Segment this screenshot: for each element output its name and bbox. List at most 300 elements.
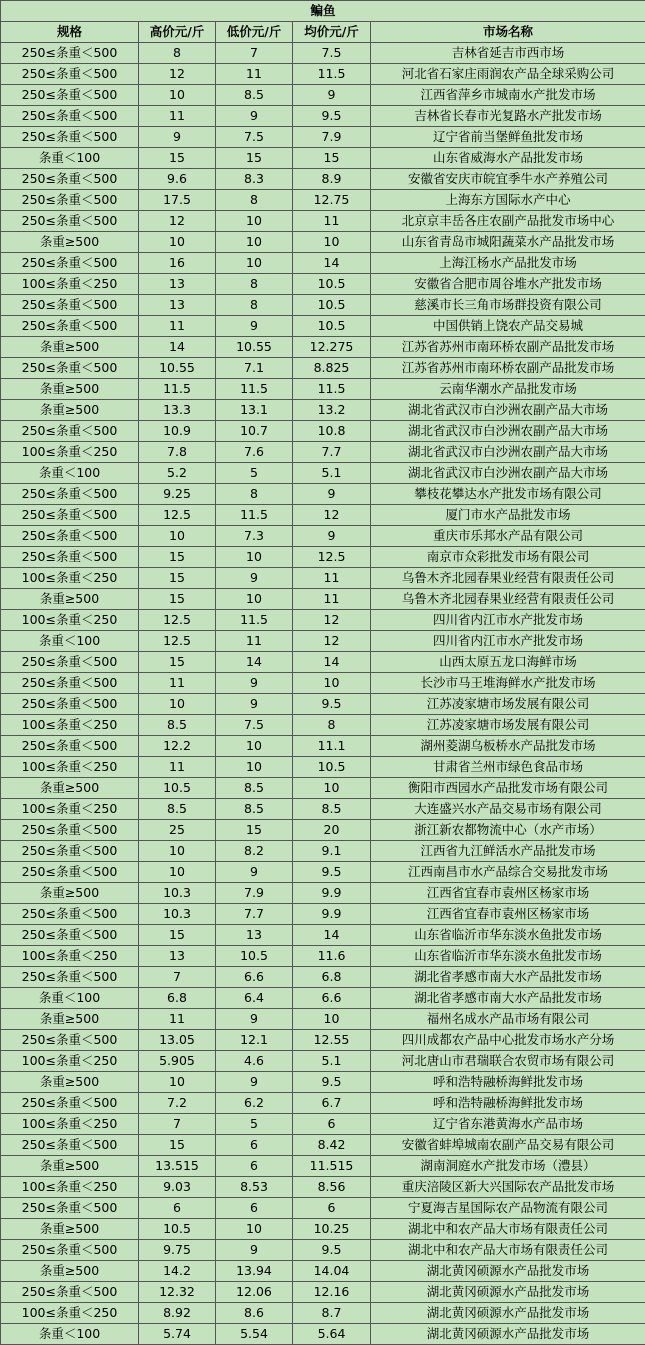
cell-low-price: 11.5 [216,610,293,631]
cell-high-price: 8.92 [139,1303,216,1324]
cell-market-name: 四川成都农产品中心批发市场水产分场 [371,1030,645,1051]
cell-spec: 100≤条重＜250 [1,610,139,631]
cell-low-price: 10 [216,757,293,778]
cell-market-name: 辽宁省东港黄海水产品市场 [371,1114,645,1135]
cell-market-name: 衡阳市西园水产品批发市场有限公司 [371,778,645,799]
cell-market-name: 湖北中和农产品大市场有限责任公司 [371,1219,645,1240]
cell-high-price: 9.25 [139,484,216,505]
cell-low-price: 8.5 [216,85,293,106]
cell-market-name: 吉林省延吉市西市场 [371,43,645,64]
cell-avg-price: 9.5 [293,106,371,127]
header-row [1,22,645,43]
cell-avg-price: 11.6 [293,946,371,967]
cell-low-price: 5.54 [216,1324,293,1345]
cell-high-price: 14 [139,337,216,358]
cell-high-price: 11 [139,316,216,337]
table-row [1,904,645,925]
cell-avg-price: 6 [293,1198,371,1219]
cell-low-price: 11.5 [216,379,293,400]
cell-market-name: 江苏凌家塘市场发展有限公司 [371,715,645,736]
cell-market-name: 长沙市马王堆海鲜水产批发市场 [371,673,645,694]
cell-avg-price: 9 [293,526,371,547]
title-row [1,1,645,22]
cell-high-price: 15 [139,148,216,169]
cell-avg-price: 5.1 [293,1051,371,1072]
table-row [1,547,645,568]
cell-high-price: 13.515 [139,1156,216,1177]
cell-market-name: 湖北黄冈硕源水产品批发市场 [371,1261,645,1282]
table-row [1,421,645,442]
cell-low-price: 10.55 [216,337,293,358]
cell-low-price: 6.6 [216,967,293,988]
cell-avg-price: 10 [293,1009,371,1030]
table-row [1,127,645,148]
table-row [1,1135,645,1156]
header-high-price: 高价元/斤 [139,22,216,43]
cell-market-name: 宁夏海吉星国际农产品物流有限公司 [371,1198,645,1219]
cell-spec: 250≤条重＜500 [1,421,139,442]
cell-avg-price: 10 [293,778,371,799]
cell-spec: 250≤条重＜500 [1,820,139,841]
cell-market-name: 攀枝花攀达水产批发市场有限公司 [371,484,645,505]
cell-high-price: 13 [139,295,216,316]
cell-high-price: 13.05 [139,1030,216,1051]
cell-avg-price: 15 [293,148,371,169]
cell-spec: 250≤条重＜500 [1,673,139,694]
cell-avg-price: 8 [293,715,371,736]
cell-spec: 条重≥500 [1,1261,139,1282]
cell-market-name: 山东省临沂市华东淡水鱼批发市场 [371,925,645,946]
cell-spec: 250≤条重＜500 [1,967,139,988]
cell-avg-price: 8.56 [293,1177,371,1198]
table-row [1,379,645,400]
cell-market-name: 湖北黄冈硕源水产品批发市场 [371,1324,645,1345]
cell-low-price: 7.6 [216,442,293,463]
table-row [1,652,645,673]
cell-high-price: 10.5 [139,778,216,799]
cell-spec: 250≤条重＜500 [1,652,139,673]
cell-avg-price: 20 [293,820,371,841]
cell-spec: 条重≥500 [1,232,139,253]
cell-high-price: 13 [139,274,216,295]
cell-low-price: 9 [216,1009,293,1030]
cell-avg-price: 10.25 [293,1219,371,1240]
cell-high-price: 10.55 [139,358,216,379]
cell-spec: 条重＜100 [1,988,139,1009]
cell-spec: 条重＜100 [1,631,139,652]
table-row [1,1198,645,1219]
header-avg-price: 均价元/斤 [293,22,371,43]
cell-avg-price: 8.42 [293,1135,371,1156]
cell-avg-price: 8.5 [293,799,371,820]
cell-spec: 100≤条重＜250 [1,1051,139,1072]
cell-spec: 条重≥500 [1,778,139,799]
cell-low-price: 10.5 [216,946,293,967]
cell-high-price: 9.75 [139,1240,216,1261]
cell-spec: 100≤条重＜250 [1,1114,139,1135]
cell-high-price: 5.905 [139,1051,216,1072]
cell-high-price: 25 [139,820,216,841]
cell-low-price: 12.1 [216,1030,293,1051]
cell-market-name: 安徽省蚌埠城南农副产品交易有限公司 [371,1135,645,1156]
cell-spec: 条重≥500 [1,400,139,421]
cell-avg-price: 14 [293,925,371,946]
cell-low-price: 8 [216,274,293,295]
cell-high-price: 10.3 [139,904,216,925]
cell-avg-price: 11.5 [293,64,371,85]
cell-market-name: 山东省威海水产品批发市场 [371,148,645,169]
cell-low-price: 10.7 [216,421,293,442]
cell-spec: 250≤条重＜500 [1,925,139,946]
header-spec: 规格 [1,22,139,43]
cell-spec: 250≤条重＜500 [1,190,139,211]
cell-avg-price: 6.8 [293,967,371,988]
cell-low-price: 12.06 [216,1282,293,1303]
table-row [1,1093,645,1114]
cell-low-price: 5 [216,1114,293,1135]
table-row [1,568,645,589]
cell-high-price: 7 [139,967,216,988]
cell-spec: 250≤条重＜500 [1,253,139,274]
cell-high-price: 12 [139,64,216,85]
table-row [1,988,645,1009]
table-row [1,232,645,253]
cell-spec: 250≤条重＜500 [1,127,139,148]
cell-avg-price: 10.5 [293,274,371,295]
cell-low-price: 8.5 [216,778,293,799]
cell-high-price: 10 [139,694,216,715]
cell-low-price: 7.5 [216,127,293,148]
cell-low-price: 9 [216,673,293,694]
cell-high-price: 8 [139,43,216,64]
cell-avg-price: 12.75 [293,190,371,211]
cell-market-name: 江西省九江鲜活水产品批发市场 [371,841,645,862]
cell-market-name: 上海江杨水产品批发市场 [371,253,645,274]
table-row [1,1261,645,1282]
cell-avg-price: 6 [293,1114,371,1135]
cell-spec: 250≤条重＜500 [1,547,139,568]
cell-avg-price: 14.04 [293,1261,371,1282]
cell-market-name: 湖北省武汉市白沙洲农副产品大市场 [371,442,645,463]
cell-low-price: 9 [216,316,293,337]
cell-high-price: 15 [139,547,216,568]
cell-low-price: 9 [216,1240,293,1261]
cell-spec: 条重≥500 [1,883,139,904]
cell-avg-price: 10.5 [293,316,371,337]
cell-spec: 100≤条重＜250 [1,1303,139,1324]
cell-spec: 250≤条重＜500 [1,85,139,106]
cell-high-price: 10.9 [139,421,216,442]
cell-high-price: 8.5 [139,799,216,820]
cell-market-name: 安徽省合肥市周谷堆水产批发市场 [371,274,645,295]
cell-avg-price: 12.16 [293,1282,371,1303]
table-row [1,316,645,337]
cell-spec: 250≤条重＜500 [1,316,139,337]
table-row [1,589,645,610]
table-row [1,946,645,967]
table-row [1,862,645,883]
cell-market-name: 乌鲁木齐北园春果业经营有限责任公司 [371,568,645,589]
table-row [1,1051,645,1072]
table-row [1,463,645,484]
table-row [1,1030,645,1051]
cell-spec: 100≤条重＜250 [1,715,139,736]
cell-high-price: 10 [139,85,216,106]
cell-spec: 100≤条重＜250 [1,799,139,820]
cell-high-price: 9.6 [139,169,216,190]
cell-high-price: 7.2 [139,1093,216,1114]
cell-market-name: 呼和浩特融桥海鲜批发市场 [371,1072,645,1093]
table-row [1,925,645,946]
cell-spec: 100≤条重＜250 [1,442,139,463]
cell-low-price: 6 [216,1135,293,1156]
cell-spec: 250≤条重＜500 [1,1093,139,1114]
cell-low-price: 13.1 [216,400,293,421]
table-row [1,400,645,421]
cell-market-name: 湖北省武汉市白沙洲农副产品大市场 [371,400,645,421]
cell-low-price: 10 [216,253,293,274]
cell-spec: 100≤条重＜250 [1,1177,139,1198]
table-row [1,358,645,379]
cell-spec: 250≤条重＜500 [1,694,139,715]
cell-low-price: 8 [216,484,293,505]
cell-spec: 250≤条重＜500 [1,43,139,64]
cell-spec: 条重≥500 [1,1009,139,1030]
cell-market-name: 浙江新农都物流中心（水产市场） [371,820,645,841]
cell-low-price: 6 [216,1198,293,1219]
cell-avg-price: 7.9 [293,127,371,148]
cell-low-price: 8.3 [216,169,293,190]
cell-market-name: 江西省萍乡市城南水产批发市场 [371,85,645,106]
cell-market-name: 江西省宜春市袁州区杨家市场 [371,883,645,904]
cell-low-price: 8.6 [216,1303,293,1324]
cell-high-price: 15 [139,1135,216,1156]
cell-avg-price: 9.9 [293,883,371,904]
cell-high-price: 12.5 [139,505,216,526]
cell-avg-price: 11.1 [293,736,371,757]
cell-low-price: 11.5 [216,505,293,526]
cell-avg-price: 11.5 [293,379,371,400]
cell-low-price: 7.7 [216,904,293,925]
cell-market-name: 重庆涪陵区新大兴国际农产品批发市场 [371,1177,645,1198]
cell-market-name: 甘肃省兰州市绿色食品市场 [371,757,645,778]
table-row [1,442,645,463]
cell-spec: 条重≥500 [1,1072,139,1093]
table-row [1,85,645,106]
cell-high-price: 6.8 [139,988,216,1009]
cell-avg-price: 12 [293,505,371,526]
cell-avg-price: 12 [293,610,371,631]
cell-avg-price: 9 [293,85,371,106]
cell-low-price: 11 [216,631,293,652]
table-row [1,1114,645,1135]
cell-market-name: 福州名成水产品市场有限公司 [371,1009,645,1030]
cell-low-price: 10 [216,547,293,568]
table-row [1,337,645,358]
cell-avg-price: 11.515 [293,1156,371,1177]
cell-spec: 250≤条重＜500 [1,211,139,232]
cell-high-price: 9 [139,127,216,148]
cell-low-price: 7.5 [216,715,293,736]
cell-avg-price: 8.9 [293,169,371,190]
table-row [1,253,645,274]
cell-market-name: 湖州菱湖乌板桥水产品批发市场 [371,736,645,757]
cell-market-name: 上海东方国际水产中心 [371,190,645,211]
cell-spec: 100≤条重＜250 [1,946,139,967]
cell-avg-price: 7.5 [293,43,371,64]
cell-avg-price: 9.5 [293,1240,371,1261]
cell-spec: 250≤条重＜500 [1,358,139,379]
cell-market-name: 江西南昌市水产品综合交易批发市场 [371,862,645,883]
cell-spec: 条重≥500 [1,1219,139,1240]
cell-spec: 250≤条重＜500 [1,862,139,883]
table-row [1,148,645,169]
cell-avg-price: 10.5 [293,757,371,778]
cell-low-price: 9 [216,694,293,715]
cell-high-price: 11 [139,1009,216,1030]
cell-low-price: 4.6 [216,1051,293,1072]
cell-avg-price: 9.5 [293,862,371,883]
cell-low-price: 8.53 [216,1177,293,1198]
table-row [1,736,645,757]
table-row [1,820,645,841]
cell-high-price: 11 [139,106,216,127]
cell-high-price: 11 [139,757,216,778]
cell-market-name: 四川省内江市水产批发市场 [371,631,645,652]
table-row [1,1324,645,1345]
cell-market-name: 湖北中和农产品大市场有限责任公司 [371,1240,645,1261]
cell-market-name: 大连盛兴水产品交易市场有限公司 [371,799,645,820]
cell-spec: 250≤条重＜500 [1,1135,139,1156]
cell-spec: 250≤条重＜500 [1,1240,139,1261]
cell-low-price: 6.4 [216,988,293,1009]
cell-market-name: 江苏省苏州市南环桥农副产品批发市场 [371,337,645,358]
cell-market-name: 湖北省孝感市南大水产品批发市场 [371,967,645,988]
cell-low-price: 10 [216,1219,293,1240]
cell-low-price: 15 [216,820,293,841]
cell-high-price: 15 [139,925,216,946]
cell-avg-price: 9.9 [293,904,371,925]
table-body [1,43,645,1345]
cell-spec: 250≤条重＜500 [1,505,139,526]
cell-low-price: 10 [216,589,293,610]
cell-avg-price: 5.64 [293,1324,371,1345]
cell-avg-price: 14 [293,652,371,673]
cell-low-price: 8.5 [216,799,293,820]
cell-spec: 250≤条重＜500 [1,295,139,316]
cell-spec: 250≤条重＜500 [1,484,139,505]
cell-market-name: 山东省临沂市华东淡水鱼批发市场 [371,946,645,967]
table-row [1,190,645,211]
table-row [1,274,645,295]
cell-market-name: 安徽省安庆市皖宜季牛水产养殖公司 [371,169,645,190]
cell-spec: 条重≥500 [1,589,139,610]
cell-avg-price: 12.5 [293,547,371,568]
cell-high-price: 10.3 [139,883,216,904]
cell-low-price: 10 [216,232,293,253]
cell-high-price: 15 [139,589,216,610]
table-row [1,841,645,862]
cell-market-name: 辽宁省前当堡鲜鱼批发市场 [371,127,645,148]
cell-high-price: 5.74 [139,1324,216,1345]
cell-market-name: 河北唐山市君瑞联合农贸市场有限公司 [371,1051,645,1072]
cell-high-price: 12.5 [139,610,216,631]
cell-low-price: 7 [216,43,293,64]
cell-market-name: 呼和浩特融桥海鲜批发市场 [371,1093,645,1114]
cell-avg-price: 14 [293,253,371,274]
table-title: 鳊鱼 [1,1,645,22]
table-row [1,484,645,505]
table-row [1,211,645,232]
table-row [1,778,645,799]
cell-avg-price: 8.825 [293,358,371,379]
cell-market-name: 中国供销上饶农产品交易城 [371,316,645,337]
cell-avg-price: 10.8 [293,421,371,442]
cell-avg-price: 10 [293,232,371,253]
table-row [1,505,645,526]
cell-high-price: 10 [139,841,216,862]
cell-low-price: 5 [216,463,293,484]
cell-high-price: 10 [139,862,216,883]
cell-spec: 250≤条重＜500 [1,1030,139,1051]
cell-avg-price: 7.7 [293,442,371,463]
cell-market-name: 江苏省苏州市南环桥农副产品批发市场 [371,358,645,379]
cell-avg-price: 10.5 [293,295,371,316]
cell-avg-price: 12.275 [293,337,371,358]
cell-high-price: 12.2 [139,736,216,757]
cell-low-price: 7.9 [216,883,293,904]
cell-low-price: 8 [216,190,293,211]
cell-market-name: 吉林省长春市光复路水产批发市场 [371,106,645,127]
cell-low-price: 9 [216,862,293,883]
cell-market-name: 四川省内江市水产批发市场 [371,610,645,631]
cell-spec: 250≤条重＜500 [1,1282,139,1303]
cell-high-price: 12.5 [139,631,216,652]
table-row [1,1240,645,1261]
cell-low-price: 11 [216,64,293,85]
cell-high-price: 15 [139,568,216,589]
cell-avg-price: 8.7 [293,1303,371,1324]
cell-spec: 100≤条重＜250 [1,757,139,778]
cell-market-name: 江苏凌家塘市场发展有限公司 [371,694,645,715]
cell-market-name: 湖北黄冈硕源水产品批发市场 [371,1282,645,1303]
cell-high-price: 15 [139,652,216,673]
cell-market-name: 慈溪市长三角市场群投资有限公司 [371,295,645,316]
cell-high-price: 10 [139,526,216,547]
cell-low-price: 9 [216,568,293,589]
cell-low-price: 8.2 [216,841,293,862]
cell-low-price: 14 [216,652,293,673]
table-row [1,1072,645,1093]
cell-low-price: 10 [216,736,293,757]
cell-spec: 条重≥500 [1,379,139,400]
cell-high-price: 17.5 [139,190,216,211]
cell-low-price: 15 [216,148,293,169]
table-row [1,1156,645,1177]
cell-market-name: 湖北省孝感市南大水产品批发市场 [371,988,645,1009]
table-row [1,1177,645,1198]
cell-low-price: 6 [216,1156,293,1177]
cell-high-price: 11 [139,673,216,694]
cell-market-name: 河北省石家庄雨润农产品全球采购公司 [371,64,645,85]
cell-avg-price: 5.1 [293,463,371,484]
header-market-name: 市场名称 [371,22,645,43]
cell-low-price: 7.3 [216,526,293,547]
cell-spec: 条重＜100 [1,1324,139,1345]
cell-market-name: 湖北省武汉市白沙洲农副产品大市场 [371,421,645,442]
cell-spec: 250≤条重＜500 [1,169,139,190]
cell-avg-price: 12.55 [293,1030,371,1051]
